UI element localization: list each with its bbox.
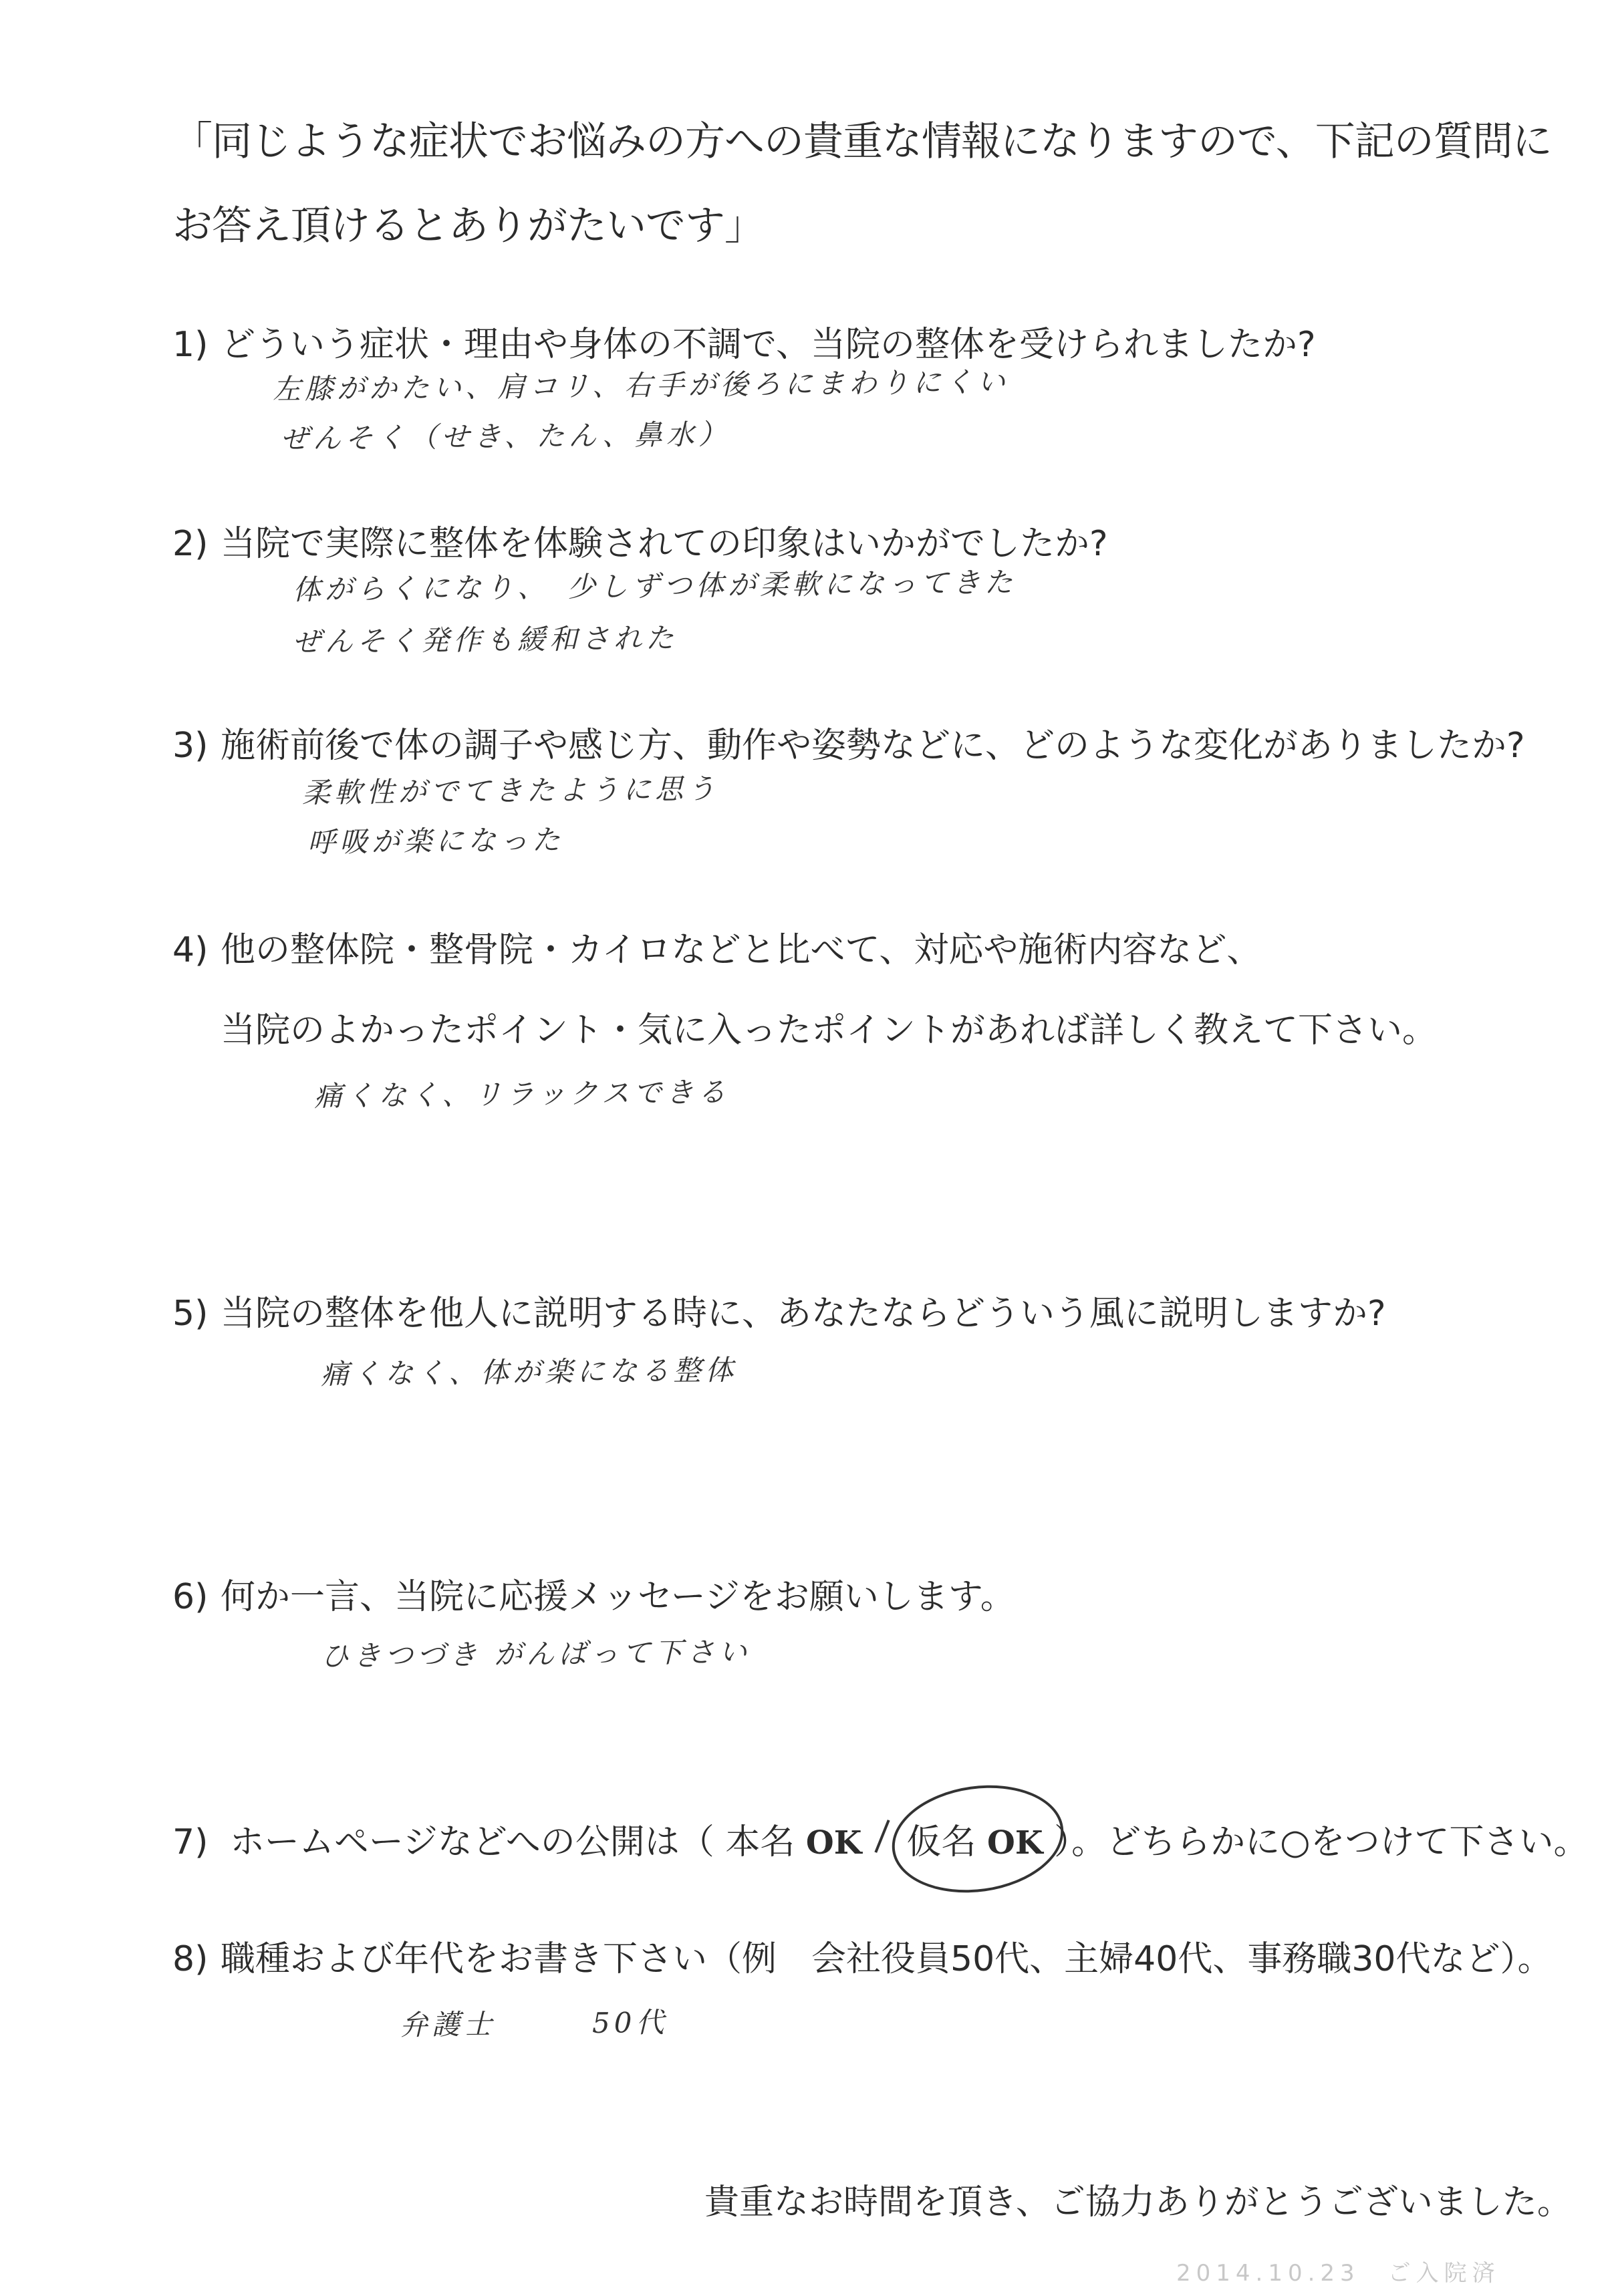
option-real-name-ok: OK bbox=[805, 1824, 862, 1862]
answer-4-line-1: 痛くなく、リラックスできる bbox=[313, 1075, 730, 1113]
answer-3-line-2: 呼吸が楽になった bbox=[307, 823, 565, 859]
question-5-number: 5) bbox=[172, 1294, 209, 1334]
closing-message: 貴重なお時間を頂き、ご協力ありがとうございました。 bbox=[704, 2182, 1572, 2222]
question-6-number: 6) bbox=[172, 1577, 209, 1617]
question-2-text: 当院で実際に整体を体験されての印象はいかがでしたか? bbox=[221, 524, 1108, 564]
circle-mark bbox=[886, 1775, 1071, 1903]
intro-line-1: 「同じような症状でお悩みの方への貴重な情報になりますので、下記の質問に bbox=[172, 118, 1552, 165]
slash-mark bbox=[874, 1820, 890, 1853]
answer-2-line-1: 体がらくになり、 少しずつ体が柔軟になってきた bbox=[292, 565, 1017, 606]
question-7-text-b: ）。どちらかに○をつけて下さい。 bbox=[1054, 1822, 1589, 1862]
question-7-number: 7) bbox=[172, 1822, 209, 1862]
answer-3-line-1: 柔軟性がでてきたように思う bbox=[301, 772, 720, 809]
intro-line-2: お答え頂けるとありがたいです」 bbox=[172, 202, 764, 249]
question-4-text-line-2: 当院のよかったポイント・気に入ったポイントがあれば詳しく教えて下さい。 bbox=[221, 1010, 1438, 1050]
question-8-number: 8) bbox=[172, 1939, 209, 1979]
question-7-row bbox=[172, 1819, 1588, 1860]
option-real-name-label: 本名 bbox=[725, 1822, 795, 1862]
answer-1-line-1: 左膝がかたい、肩コリ、右手が後ろにまわりにくい bbox=[272, 365, 1010, 406]
answer-2-line-2: ぜんそく発作も緩和された bbox=[292, 621, 678, 658]
option-pseudonym-ok: OK bbox=[987, 1824, 1043, 1862]
answer-5-line-1: 痛くなく、体が楽になる整体 bbox=[320, 1353, 738, 1391]
question-7-text-a: ホームページなどへの公開は（ bbox=[229, 1822, 714, 1862]
answer-1-line-2: ぜんそく（せき、たん、鼻水） bbox=[280, 417, 731, 455]
question-3-text: 施術前後で体の調子や感じ方、動作や姿勢などに、どのような変化がありましたか? bbox=[221, 726, 1525, 766]
question-5-text: 当院の整体を他人に説明する時に、あなたならどういう風に説明しますか? bbox=[221, 1294, 1386, 1334]
option-pseudonym[interactable] bbox=[906, 1822, 1043, 1862]
question-6-text: 何か一言、当院に応援メッセージをお願いします。 bbox=[221, 1577, 1015, 1617]
option-pseudonym-label: 仮名 bbox=[906, 1822, 976, 1862]
question-4-text-line-1: 他の整体院・整骨院・カイロなどと比べて、対応や施術内容など、 bbox=[221, 930, 1262, 970]
option-real-name[interactable] bbox=[725, 1822, 862, 1862]
question-1-text: どういう症状・理由や身体の不調で、当院の整体を受けられましたか? bbox=[221, 325, 1316, 365]
question-3-number: 3) bbox=[172, 726, 209, 766]
answer-8-line-1: 弁護士 50代 bbox=[399, 2005, 668, 2041]
date-stamp: 2014.10.23 ご入院済 bbox=[1176, 2260, 1500, 2287]
question-8-text: 職種および年代をお書き下さい（例 会社役員50代、主婦40代、事務職30代など）。 bbox=[221, 1939, 1553, 1979]
question-4-number: 4) bbox=[172, 930, 209, 970]
answer-6-line-1: ひきつづき がんばって下さい bbox=[320, 1635, 751, 1673]
question-1-number: 1) bbox=[172, 325, 209, 365]
question-2-number: 2) bbox=[172, 524, 209, 564]
